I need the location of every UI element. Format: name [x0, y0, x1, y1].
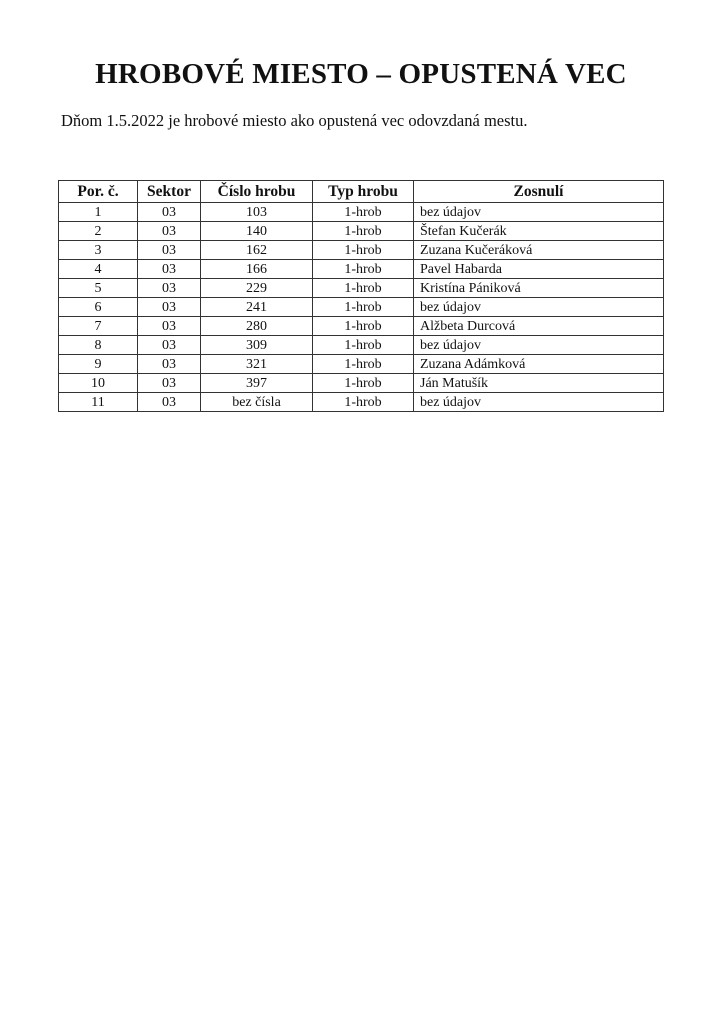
cell-sektor: 03: [138, 298, 201, 317]
table-row: [59, 355, 664, 374]
cell-por: 5: [59, 279, 138, 298]
cell-zosnuli: Štefan Kučerák: [414, 222, 664, 241]
cell-sektor: 03: [138, 222, 201, 241]
cell-cislo: 229: [201, 279, 313, 298]
intro-text: Dňom 1.5.2022 je hrobové miesto ako opustená vec odovzdaná mestu.: [61, 111, 528, 130]
header-typ: Typ hrobu: [313, 181, 414, 203]
cell-por: 9: [59, 355, 138, 374]
cell-typ: 1-hrob: [313, 374, 414, 393]
cell-cislo: 241: [201, 298, 313, 317]
cell-sektor: 03: [138, 203, 201, 222]
header-por: Por. č.: [59, 181, 138, 203]
cell-typ: 1-hrob: [313, 260, 414, 279]
header-zosnuli: Zosnulí: [414, 181, 664, 203]
cell-por: 2: [59, 222, 138, 241]
cell-cislo: 397: [201, 374, 313, 393]
cell-sektor: 03: [138, 393, 201, 412]
table-row: [59, 222, 664, 241]
table-row: [59, 298, 664, 317]
cell-por: 4: [59, 260, 138, 279]
cell-zosnuli: Ján Matušík: [414, 374, 664, 393]
cell-cislo: 321: [201, 355, 313, 374]
table-header-row: [59, 181, 664, 203]
cell-cislo: 309: [201, 336, 313, 355]
cell-typ: 1-hrob: [313, 203, 414, 222]
cell-zosnuli: bez údajov: [414, 336, 664, 355]
cell-por: 1: [59, 203, 138, 222]
cell-typ: 1-hrob: [313, 279, 414, 298]
cell-por: 7: [59, 317, 138, 336]
cell-sektor: 03: [138, 355, 201, 374]
cell-zosnuli: Pavel Habarda: [414, 260, 664, 279]
table-row: [59, 317, 664, 336]
graves-table: [58, 180, 664, 412]
cell-typ: 1-hrob: [313, 298, 414, 317]
cell-por: 11: [59, 393, 138, 412]
header-sektor: Sektor: [138, 181, 201, 203]
table-row: [59, 203, 664, 222]
cell-zosnuli: Zuzana Kučeráková: [414, 241, 664, 260]
cell-por: 10: [59, 374, 138, 393]
table-row: [59, 374, 664, 393]
table-row: [59, 393, 664, 412]
cell-por: 8: [59, 336, 138, 355]
cell-sektor: 03: [138, 336, 201, 355]
cell-sektor: 03: [138, 241, 201, 260]
header-cislo: Číslo hrobu: [201, 181, 313, 203]
cell-sektor: 03: [138, 317, 201, 336]
page-title: HROBOVÉ MIESTO – OPUSTENÁ VEC: [95, 58, 627, 90]
cell-zosnuli: Kristína Pániková: [414, 279, 664, 298]
cell-zosnuli: bez údajov: [414, 203, 664, 222]
cell-typ: 1-hrob: [313, 317, 414, 336]
cell-por: 6: [59, 298, 138, 317]
cell-cislo: 280: [201, 317, 313, 336]
cell-cislo: 166: [201, 260, 313, 279]
cell-zosnuli: bez údajov: [414, 298, 664, 317]
cell-typ: 1-hrob: [313, 222, 414, 241]
table-row: [59, 279, 664, 298]
cell-sektor: 03: [138, 374, 201, 393]
cell-zosnuli: Zuzana Adámková: [414, 355, 664, 374]
cell-sektor: 03: [138, 279, 201, 298]
cell-typ: 1-hrob: [313, 241, 414, 260]
cell-cislo: 103: [201, 203, 313, 222]
cell-typ: 1-hrob: [313, 393, 414, 412]
cell-zosnuli: bez údajov: [414, 393, 664, 412]
cell-typ: 1-hrob: [313, 336, 414, 355]
cell-typ: 1-hrob: [313, 355, 414, 374]
cell-cislo: 162: [201, 241, 313, 260]
cell-zosnuli: Alžbeta Durcová: [414, 317, 664, 336]
cell-por: 3: [59, 241, 138, 260]
table-row: [59, 336, 664, 355]
cell-cislo: bez čísla: [201, 393, 313, 412]
cell-sektor: 03: [138, 260, 201, 279]
table-row: [59, 260, 664, 279]
cell-cislo: 140: [201, 222, 313, 241]
table-row: [59, 241, 664, 260]
